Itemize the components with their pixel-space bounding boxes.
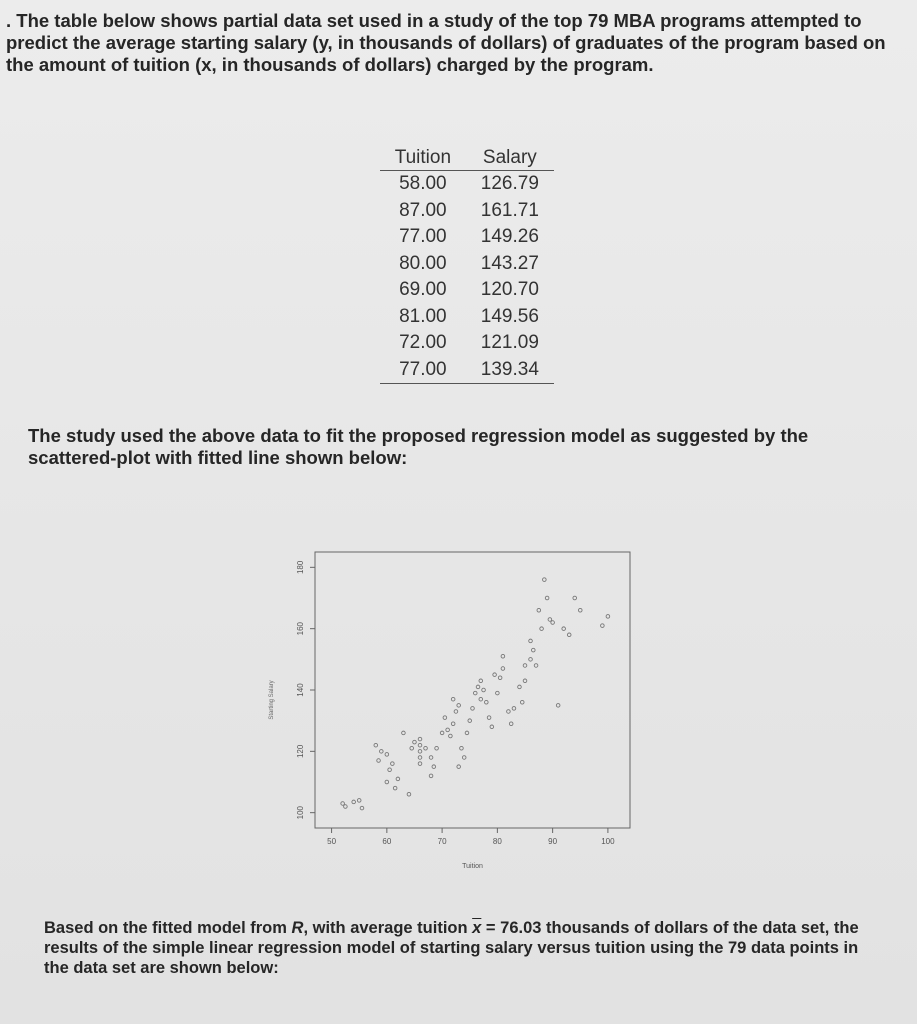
data-point [518, 685, 522, 689]
y-axis-label: Starting Salary [269, 680, 275, 720]
data-point [465, 731, 469, 735]
data-point [446, 728, 450, 732]
data-point [424, 746, 428, 750]
data-point [388, 768, 392, 772]
table-header-row [380, 146, 554, 171]
salary-cell: 143.27 [480, 252, 539, 274]
data-point [507, 710, 511, 714]
tuition-cell: 77.00 [399, 226, 447, 247]
tuition-cell: 72.00 [399, 332, 447, 353]
data-point [529, 639, 533, 643]
data-point [451, 722, 455, 726]
data-point [449, 734, 453, 738]
data-point [509, 722, 513, 726]
data-point [391, 762, 395, 766]
data-point [537, 608, 541, 612]
data-point [482, 688, 486, 692]
summary-text-3: = 76.03 thousands of dollars of the data set, the results of the simple linear regression model of starting salary versus tuition using the 79 data points in the data set are shown below: [44, 919, 859, 977]
data-point [457, 704, 461, 708]
table-row [380, 224, 554, 251]
data-point [429, 774, 433, 778]
data-point [573, 596, 577, 600]
data-point [567, 633, 571, 637]
tuition-cell: 69.00 [399, 279, 447, 300]
scatter-plot-svg [255, 540, 655, 890]
data-point [578, 608, 582, 612]
table-row [380, 357, 554, 384]
x-tick-label: 90 [548, 837, 558, 846]
salary-cell: 121.09 [480, 332, 539, 353]
salary-cell: 120.70 [480, 279, 539, 300]
data-point [606, 615, 610, 619]
data-point [385, 780, 389, 784]
data-point [523, 664, 527, 668]
table-row [380, 198, 554, 225]
data-point [473, 691, 477, 695]
x-tick-label: 80 [492, 837, 502, 846]
data-point [418, 750, 422, 754]
data-point [512, 707, 516, 711]
data-point [457, 765, 461, 769]
data-point [496, 691, 500, 695]
data-point [498, 676, 502, 680]
data-point [551, 621, 555, 625]
data-point [476, 685, 480, 689]
data-point [462, 756, 466, 760]
salary-cell: 161.71 [480, 199, 539, 221]
table-row [380, 171, 554, 198]
data-point [396, 777, 400, 781]
data-point [520, 700, 524, 704]
data-point [352, 800, 356, 804]
intro-paragraph [6, 10, 906, 76]
data-point [540, 627, 544, 631]
data-point [357, 799, 361, 803]
data-point [529, 658, 533, 662]
summary-text-1: Based on the fitted model from [44, 919, 292, 937]
table-row [380, 251, 554, 278]
data-point [601, 624, 605, 628]
data-point [360, 806, 364, 810]
x-tick-label: 60 [382, 837, 392, 846]
x-bar-symbol: $\overline{x}$ [472, 919, 482, 937]
x-tick-label: 70 [437, 837, 447, 846]
tuition-salary-table [380, 146, 554, 384]
data-point [479, 679, 483, 683]
data-point [429, 756, 433, 760]
data-point [487, 716, 491, 720]
data-point [454, 710, 458, 714]
salary-cell: 139.34 [466, 357, 554, 384]
y-tick-label: 180 [296, 560, 305, 575]
tuition-cell: 81.00 [399, 305, 447, 327]
plot-frame [315, 552, 630, 828]
scatter-plot [255, 540, 655, 890]
data-point [341, 802, 345, 806]
data-point [490, 725, 494, 729]
data-point [501, 654, 505, 658]
data-point [548, 618, 552, 622]
tuition-cell: 80.00 [399, 252, 447, 274]
data-point [562, 627, 566, 631]
data-point [418, 762, 422, 766]
table-header-tuition: Tuition [380, 146, 466, 171]
data-point [531, 648, 535, 652]
data-point [534, 664, 538, 668]
data-point [543, 578, 547, 582]
data-point [385, 753, 389, 757]
data-point [479, 697, 483, 701]
summary-text-2: , with average tuition [303, 919, 473, 937]
data-point [380, 750, 384, 754]
data-point [344, 805, 348, 809]
data-point [440, 731, 444, 735]
question-number-marker: . [6, 10, 12, 31]
data-point [418, 737, 422, 741]
salary-cell: 149.26 [480, 226, 539, 247]
data-point [460, 746, 464, 750]
data-point [407, 792, 411, 796]
data-point [471, 707, 475, 711]
salary-cell: 149.56 [480, 305, 539, 327]
salary-cell: 126.79 [480, 173, 539, 194]
tuition-cell: 87.00 [399, 199, 447, 221]
data-point [402, 731, 406, 735]
y-tick-label: 140 [296, 683, 305, 697]
data-point [374, 743, 378, 747]
data-point [545, 596, 549, 600]
data-point [377, 759, 381, 763]
data-point [556, 704, 560, 708]
data-point [451, 697, 455, 701]
y-tick-label: 120 [296, 744, 305, 759]
tuition-cell: 77.00 [380, 357, 466, 384]
y-tick-label: 160 [296, 621, 305, 636]
table-row [380, 304, 554, 331]
data-point [523, 679, 527, 683]
data-point [413, 740, 417, 744]
r-software-label: R [291, 919, 304, 937]
data-point [435, 746, 439, 750]
data-point [443, 716, 447, 720]
data-point [501, 667, 505, 671]
data-point [418, 756, 422, 760]
x-tick-label: 100 [601, 837, 615, 846]
table-row [380, 277, 554, 304]
intro-text: The table below shows partial data set used in a study of the top 79 MBA programs attempted to predict the average starting salary (y, in thousands of dollars) of graduates of the program based on the amount of tuition (x, in thousands of dollars) charged by the program. [6, 10, 886, 75]
x-axis-label: Tuition [462, 863, 483, 870]
data-point [432, 765, 436, 769]
table-row [380, 330, 554, 357]
tuition-cell: 58.00 [399, 173, 447, 194]
data-point [468, 719, 472, 723]
data-point [393, 786, 397, 790]
study-paragraph: The study used the above data to fit the proposed regression model as suggested by the scattered-plot with fitted line shown below: [28, 425, 809, 468]
x-tick-label: 50 [327, 837, 337, 846]
regression-summary-paragraph [44, 918, 884, 978]
data-point [418, 743, 422, 747]
data-point [485, 700, 489, 704]
data-point [410, 746, 414, 750]
y-tick-label: 100 [296, 805, 305, 820]
data-point [493, 673, 497, 677]
table-header-salary: Salary [466, 146, 554, 171]
